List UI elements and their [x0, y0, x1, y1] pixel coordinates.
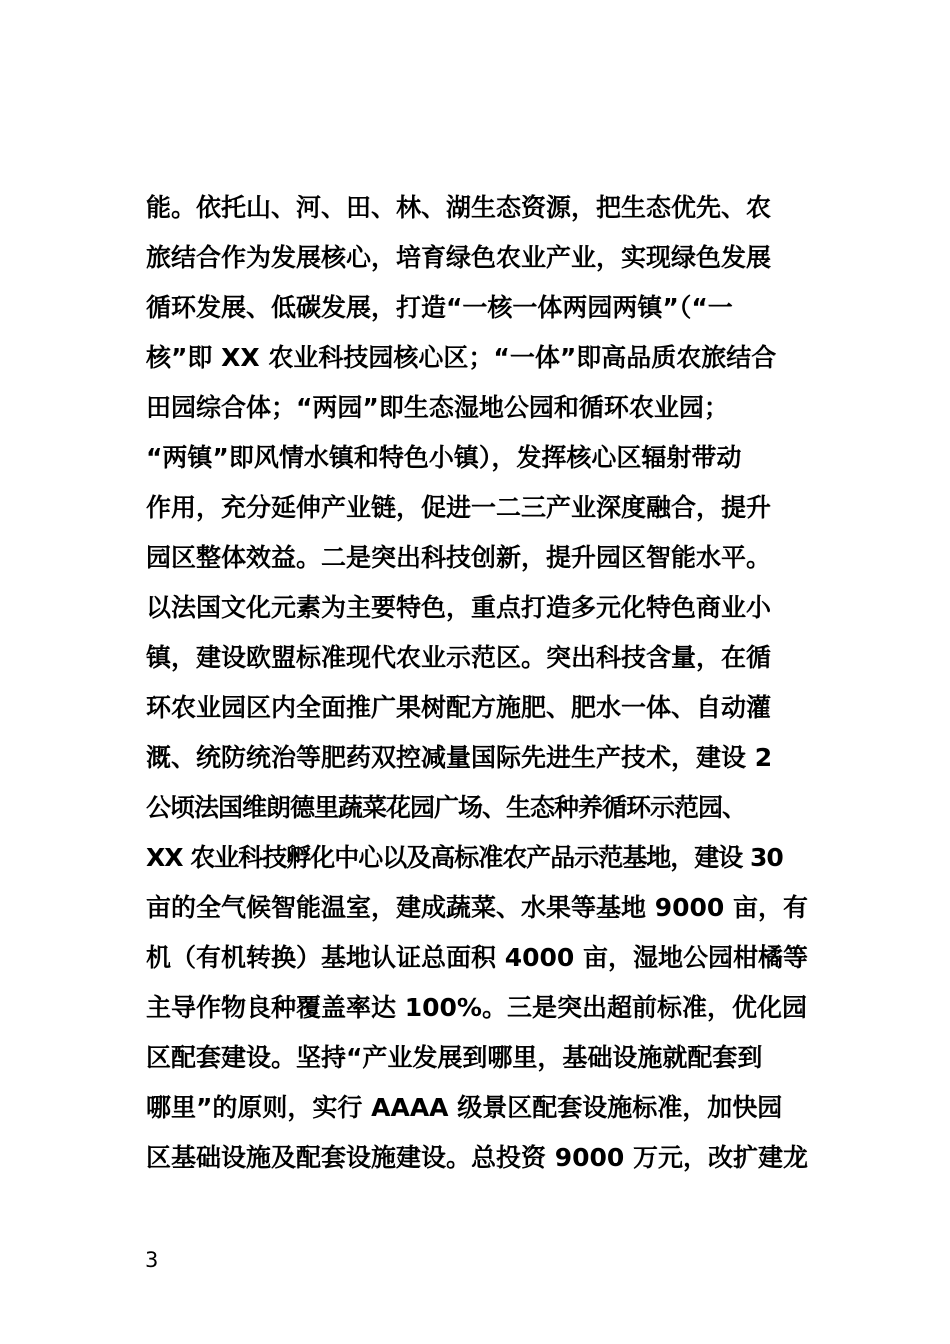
text-line: 园区整体效益。二是突出科技创新，提升园区智能水平。 — [146, 543, 772, 572]
text-line: 作用，充分延伸产业链，促进一二三产业深度融合，提升 — [146, 493, 772, 522]
text-line: 公顷法国维朗德里蔬菜花园广场、生态种养循环示范园、 — [146, 793, 747, 822]
text-line: 能。依托山、河、田、林、湖生态资源，把生态优先、农 — [146, 193, 772, 222]
page-number: 3 — [145, 1248, 159, 1272]
text-line: 环农业园区内全面推广果树配方施肥、肥水一体、自动灌 — [146, 693, 772, 722]
text-line: “两镇”即风情水镇和特色小镇），发挥核心区辐射带动 — [146, 443, 742, 472]
text-line: XX 农业科技孵化中心以及高标准农产品示范基地，建设 30 — [146, 843, 783, 872]
text-line: 机（有机转换）基地认证总面积 4000 亩，湿地公园柑橘等 — [146, 943, 808, 972]
text-line: 哪里”的原则，实行 AAAA 级景区配套设施标准，加快园 — [146, 1093, 783, 1122]
text-line: 溉、统防统治等肥药双控减量国际先进生产技术，建设 2 — [146, 743, 773, 772]
text-line: 循环发展、低碳发展，打造“一核一体两园两镇”（“一 — [146, 293, 733, 322]
text-line: 区配套建设。坚持“产业发展到哪里，基础设施就配套到 — [146, 1043, 763, 1072]
text-line: 核”即 XX 农业科技园核心区；“一体”即高品质农旅结合 — [146, 343, 777, 372]
text-line: 田园综合体；“两园”即生态湿地公园和循环农业园； — [146, 393, 729, 422]
text-line: 主导作物良种覆盖率达 100%。三是突出超前标准，优化园 — [146, 993, 807, 1022]
text-line: 区基础设施及配套设施建设。总投资 9000 万元，改扩建龙 — [146, 1143, 808, 1172]
text-line: 以法国文化元素为主要特色，重点打造多元化特色商业小 — [146, 593, 772, 622]
text-line: 亩的全气候智能温室，建成蔬菜、水果等基地 9000 亩，有 — [146, 893, 808, 922]
body-text — [146, 183, 846, 1183]
text-line: 旅结合作为发展核心，培育绿色农业产业，实现绿色发展 — [146, 243, 772, 272]
text-line: 镇，建设欧盟标准现代农业示范区。突出科技含量，在循 — [146, 643, 772, 672]
